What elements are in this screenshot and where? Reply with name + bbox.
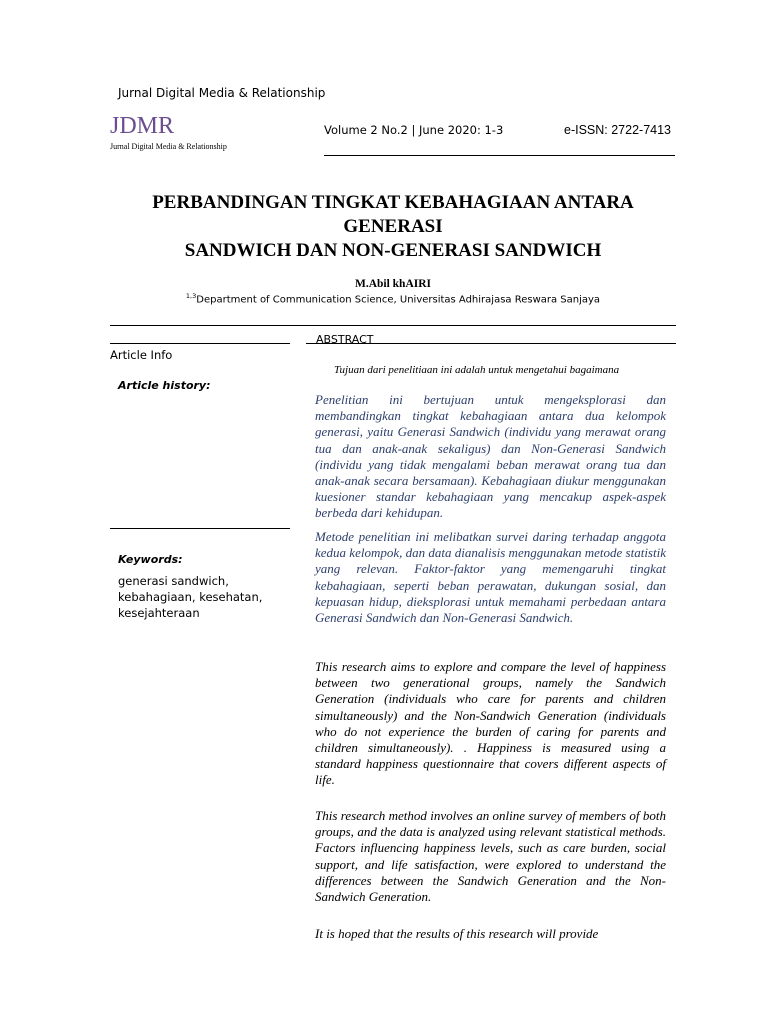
affiliation-text: Department of Communication Science, Universitas Adhirajasa Reswara Sanjaya	[196, 294, 601, 306]
history-rule	[110, 528, 290, 529]
abstract-paragraph-id-1: Penelitian ini bertujuan untuk mengeksplorasi dan membandingkan tingkat kebahagiaan antara dua kelompok generasi, yaitu Generasi Sandwich (individu yang merawat orang tua dan anak-anak sekaligus) dan Non-Generasi Sandwich (individu yang tidak mengalami beban merawat orang tua dan anak-anak secara bersamaan). Kebahagiaan diukur menggunakan kuesioner standar kebahagiaan yang mencakup aspek-aspek berbeda dari kehidupan.	[315, 392, 666, 521]
title-line-3: SANDWICH DAN NON-GENERASI SANDWICH	[184, 240, 602, 261]
affiliation-superscript: 1,3	[185, 292, 197, 300]
keywords-list	[118, 573, 293, 621]
issn: e-ISSN: 2722-7413	[564, 123, 672, 137]
keyword-item: kesejahteraan	[118, 606, 200, 620]
abstract-paragraph-en-3: It is hoped that the results of this research will provide	[315, 926, 599, 941]
keywords-label: Keywords:	[118, 553, 183, 566]
keyword-item: kebahagiaan, kesehatan,	[118, 590, 263, 604]
title-line-1: PERBANDINGAN TINGKAT KEBAHAGIAAN ANTARA	[152, 192, 634, 213]
journal-logo-subtitle: Jurnal Digital Media & Relationship	[110, 142, 227, 151]
article-info-heading: Article Info	[110, 348, 173, 362]
section-rule	[110, 325, 676, 326]
journal-logo: JDMR	[110, 113, 175, 139]
abstract-paragraph-en-2: This research method involves an online survey of members of both groups, and the data is analyzed using relevant statistical methods. Factors influencing happiness levels, such as care burden, social support, and life satisfaction, were explored to understand the differences between the Sandwich Generation and the Non-Sandwich Generation.	[315, 808, 666, 905]
volume-info: Volume 2 No.2 | June 2020: 1-3	[324, 123, 504, 137]
abstract-paragraph-en-1: This research aims to explore and compare the level of happiness between two generational groups, namely the Sandwich Generation (individuals who care for parents and children simultaneously) and the Non-Sandwich Generation (individuals who do not experience the burden of caring for parents and children simultaneously). . Happiness is measured using a standard happiness questionnaire that covers different aspects of life.	[315, 659, 666, 788]
title-line-2: GENERASI	[343, 216, 443, 237]
abstract-paragraph-id-2: Metode penelitian ini melibatkan survei daring terhadap anggota kedua kelompok, dan data dianalisis menggunakan metode statistik yang relevan. Faktor-faktor yang memengaruhi tingkat kebahagiaan, seperti beban perawatan, dukungan sosial, dan kepuasan hidup, dieksplorasi untuk memahami perbedaan antara Generasi Sandwich dan Non-Generasi Sandwich.	[315, 529, 666, 626]
author-affiliation	[110, 292, 676, 305]
abstract-intro: Tujuan dari penelitiaan ini adalah untuk mengetahui bagaimana	[334, 364, 620, 376]
journal-name-top: Jurnal Digital Media & Relationship	[118, 86, 326, 100]
abstract-heading: ABSTRACT	[316, 333, 374, 346]
article-info-rule	[110, 343, 290, 344]
article-history-label: Article history:	[118, 379, 211, 392]
keyword-item: generasi sandwich,	[118, 574, 229, 588]
author-name: M.Abil khAIRI	[354, 278, 432, 290]
paper-title	[110, 191, 676, 263]
header-rule	[324, 155, 675, 156]
